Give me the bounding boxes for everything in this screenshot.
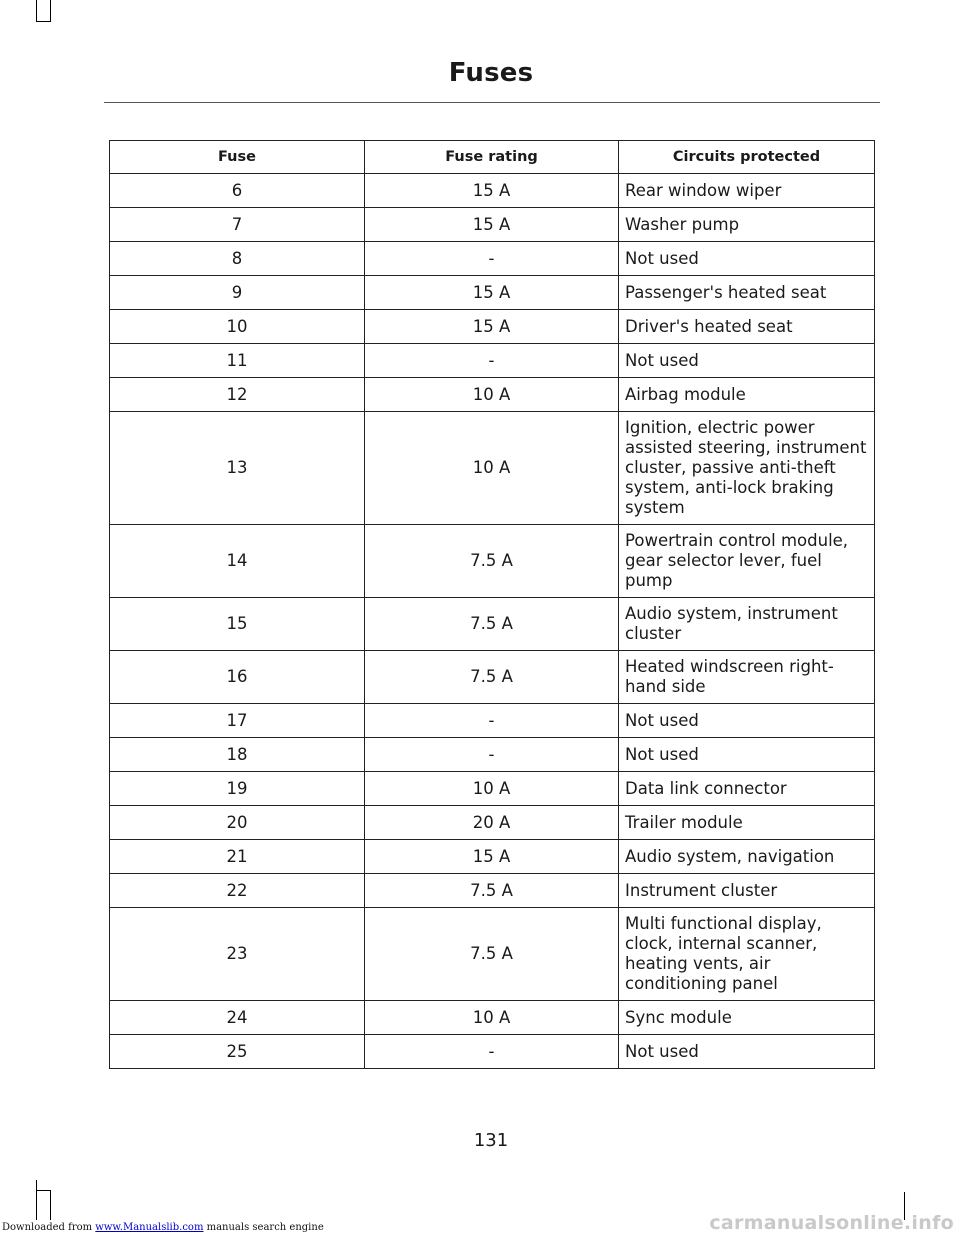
page-title: Fuses [448,58,534,88]
circuits-protected-cell: Data link connector [619,772,875,806]
fuse-rating-cell: - [365,242,619,276]
table-row [110,378,875,412]
circuits-protected-cell: Sync module [619,1001,875,1035]
fuse-rating-cell: - [365,344,619,378]
fuse-rating-cell: 15 A [365,310,619,344]
table-row [110,276,875,310]
table-row [110,1001,875,1035]
fuse-number-cell: 20 [110,806,365,840]
table-row [110,651,875,704]
fuse-rating-cell: 15 A [365,276,619,310]
fuse-rating-cell: 10 A [365,1001,619,1035]
circuits-protected-cell: Not used [619,704,875,738]
table-row [110,310,875,344]
fuse-number-cell: 18 [110,738,365,772]
circuits-protected-cell: Trailer module [619,806,875,840]
fuse-rating-cell: 20 A [365,806,619,840]
table-row [110,242,875,276]
fuse-rating-cell: 7.5 A [365,525,619,598]
crop-mark-bottom-left-v [36,1180,37,1220]
fuse-rating-cell: - [365,704,619,738]
crop-mark-bottom-left-v2 [50,1190,51,1220]
circuits-protected-cell: Heated windscreen right-hand side [619,651,875,704]
fuse-number-cell: 24 [110,1001,365,1035]
table-row [110,412,875,525]
circuits-protected-cell: Powertrain control module, gear selector lever, fuel pump [619,525,875,598]
crop-mark-top-left-h2 [50,0,51,22]
crop-mark-top-left-h [36,21,50,22]
table-row [110,806,875,840]
fuse-rating-cell: 7.5 A [365,598,619,651]
fuse-rating-cell: 10 A [365,412,619,525]
circuits-protected-cell: Washer pump [619,208,875,242]
circuits-protected-cell: Rear window wiper [619,174,875,208]
table-row [110,840,875,874]
circuits-protected-cell: Multi functional display, clock, internal scanner, heating vents, air conditioning panel [619,908,875,1001]
circuits-protected-cell: Not used [619,344,875,378]
column-header-circuits-protected: Circuits protected [619,141,875,174]
fuse-number-cell: 11 [110,344,365,378]
fuse-rating-cell: 15 A [365,840,619,874]
fuse-rating-cell: 7.5 A [365,651,619,704]
fuse-rating-cell: 15 A [365,174,619,208]
circuits-protected-cell: Not used [619,242,875,276]
fuse-number-cell: 7 [110,208,365,242]
footer-prefix: Downloaded from [2,1222,93,1233]
crop-mark-bottom-left-h [36,1190,50,1191]
manualslib-link[interactable]: www.Manualslib.com [95,1222,204,1233]
fuse-number-cell: 14 [110,525,365,598]
circuits-protected-cell: Audio system, navigation [619,840,875,874]
table-row [110,1035,875,1069]
table-row [110,704,875,738]
title-divider [104,102,880,103]
fuse-number-cell: 9 [110,276,365,310]
circuits-protected-cell: Airbag module [619,378,875,412]
fuse-number-cell: 13 [110,412,365,525]
circuits-protected-cell: Instrument cluster [619,874,875,908]
table-row [110,908,875,1001]
fuse-number-cell: 19 [110,772,365,806]
column-header-fuse: Fuse [110,141,365,174]
fuse-rating-cell: 10 A [365,378,619,412]
circuits-protected-cell: Driver's heated seat [619,310,875,344]
download-footer [2,1222,324,1233]
table-row [110,738,875,772]
fuse-number-cell: 15 [110,598,365,651]
fuse-rating-cell: 15 A [365,208,619,242]
circuits-protected-cell: Audio system, instrument cluster [619,598,875,651]
fuse-number-cell: 17 [110,704,365,738]
fuse-table [109,140,875,1069]
fuse-number-cell: 6 [110,174,365,208]
table-row [110,208,875,242]
table-row [110,525,875,598]
fuse-rating-cell: 7.5 A [365,874,619,908]
fuse-rating-cell: - [365,738,619,772]
circuits-protected-cell: Ignition, electric power assisted steering, instrument cluster, passive anti-theft system, anti-lock braking system [619,412,875,525]
crop-mark-top-left-v [36,0,37,22]
fuse-number-cell: 25 [110,1035,365,1069]
table-row [110,174,875,208]
fuse-rating-cell: 10 A [365,772,619,806]
table-row [110,344,875,378]
table-row [110,874,875,908]
watermark-logo: carmanualsonline.info [709,1212,954,1234]
fuse-rating-cell: 7.5 A [365,908,619,1001]
fuse-number-cell: 12 [110,378,365,412]
fuse-rating-cell: - [365,1035,619,1069]
fuse-number-cell: 8 [110,242,365,276]
fuse-number-cell: 22 [110,874,365,908]
table-row [110,598,875,651]
table-header-row [110,141,875,174]
fuse-number-cell: 10 [110,310,365,344]
circuits-protected-cell: Not used [619,1035,875,1069]
fuse-number-cell: 21 [110,840,365,874]
fuse-number-cell: 16 [110,651,365,704]
footer-suffix: manuals search engine [206,1222,324,1233]
circuits-protected-cell: Not used [619,738,875,772]
fuse-number-cell: 23 [110,908,365,1001]
circuits-protected-cell: Passenger's heated seat [619,276,875,310]
table-row [110,772,875,806]
column-header-fuse-rating: Fuse rating [365,141,619,174]
page-number: 131 [473,1130,509,1151]
